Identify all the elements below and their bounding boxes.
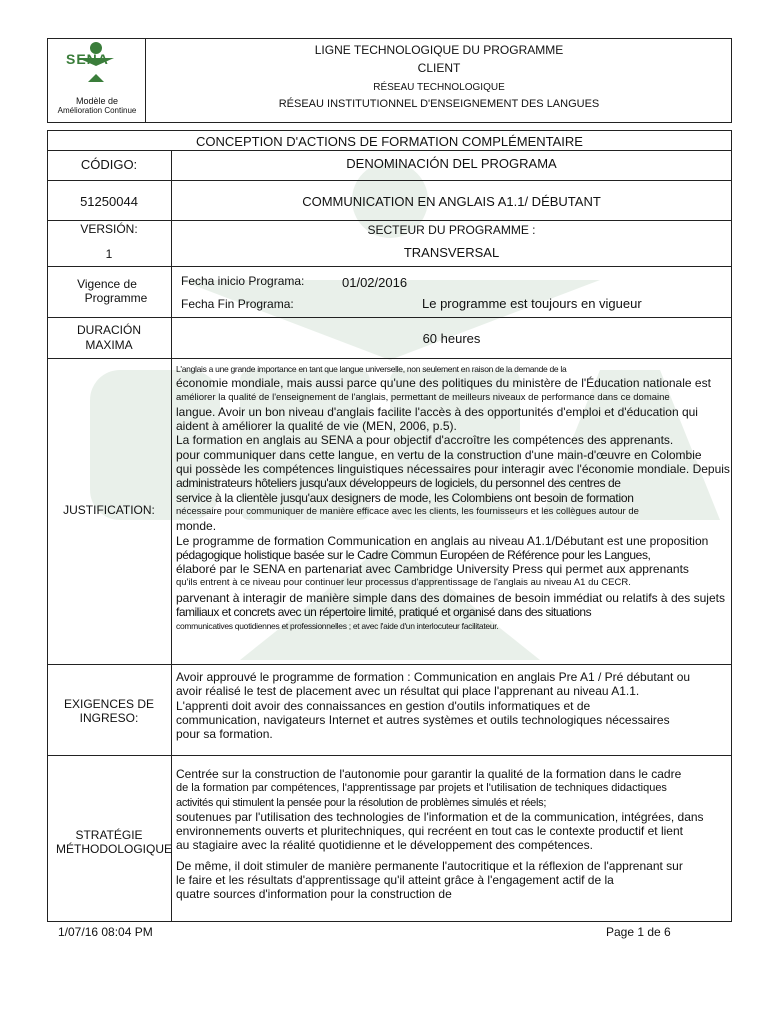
justification-label: JUSTIFICATION: [63,503,155,517]
fecha-inicio-value: 01/02/2016 [342,275,408,290]
row-line [47,664,732,665]
column-divider [171,150,172,922]
fecha-fin-value: Le programme est toujours en vigueur [422,296,642,311]
justification-line: parvenant à interagir de manière simple dans des domaines de besoin immédiat ou relatifs à des sujets [176,590,725,605]
strategie-line: De même, il doit stimuler de manière permanente l'autocritique et la réflexion de l'apprenant sur [176,858,683,873]
justification-line: La formation en anglais au SENA a pour objectif d'accroître les compétences des apprenants. [176,433,674,448]
duracion-label-2: MAXIMA [85,338,133,352]
strategie-label-2: MÉTHODOLOGIQUE [56,842,173,856]
exigences-label-2: INGRESO: [79,711,139,725]
justification-line: élaboré par le SENA en partenariat avec Cambridge University Press qui permet aux apprenants [176,562,689,577]
secteur-value: TRANSVERSAL [403,245,500,260]
row-line [47,755,732,756]
header-line-2: CLIENT [417,61,461,75]
justification-line: qu'ils entrent à ce niveau pour continuer leur processus d'apprentissage de l'anglais au niveau A1 du CECR. [176,577,631,589]
denominacion-value: COMMUNICATION EN ANGLAIS A1.1/ DÉBUTANT [302,194,601,209]
duracion-value: 60 heures [422,331,481,346]
justification-line: communicatives quotidiennes et professionnelles ; et avec l'aide d'un interlocuteur facilitateur. [176,621,499,632]
justification-line: administrateurs hôteliers jusqu'aux développeurs de logiciels, du personnel des centres de [176,476,621,491]
header-line-1: LIGNE TECHNOLOGIQUE DU PROGRAMME [314,43,564,57]
strategie-label-1: STRATÉGIE [75,828,143,842]
row-line [47,180,732,181]
justification-line: améliorer la qualité de l'enseignement de l'anglais, permettant de meilleurs niveaux de performance dans ce domaine [176,391,670,403]
row-line [47,266,732,267]
row-line [47,150,732,151]
exigences-label-1: EXIGENCES DE [63,697,155,711]
justification-text [176,362,732,634]
fecha-fin-label: Fecha Fin Programa: [181,297,294,311]
justification-line: aident à améliorer la qualité de vie (MEN, 2006, p.5). [176,419,457,434]
justification-line: économie mondiale, mais aussi parce qu'une des politiques du ministère de l'Éducation nationale est [176,376,711,391]
logo-caption-2: Amélioration Continue [57,106,137,115]
version-label: VERSIÓN: [80,222,138,236]
codigo-label: CÓDIGO: [80,157,138,172]
row-line [47,317,732,318]
strategie-line: quatre sources d'information pour la construction de [176,887,452,902]
vigence-label-2: Programme [84,291,148,305]
exigences-text [176,670,732,741]
strategie-line: le faire et les résultats d'apprentissage qu'il atteint grâce à l'engagement actif de la [176,873,614,888]
logo-caption-1: Modèle de [75,96,119,106]
justification-line: qui possède les compétences linguistiques nécessaires pour interagir avec l'économie mondiale. Depuis [176,462,730,477]
justification-line: Le programme de formation Communication en anglais au niveau A1.1/Débutant est une proposition [176,533,709,548]
strategie-line: au stagiaire avec la réalité quotidienne et le développement des compétences. [176,838,593,853]
justification-line: L'anglais a une grande importance en tant que langue universelle, non seulement en raison de la demande de la [176,364,567,374]
codigo-value: 51250044 [80,194,138,209]
duracion-label-1: DURACIÓN [76,323,141,337]
footer-datetime: 1/07/16 08:04 PM [58,925,153,939]
version-value: 1 [105,247,113,261]
justification-line: familiaux et concrets avec un répertoire limité, pratiqué et organisé dans des situations [176,605,592,620]
justification-line: pédagogique holistique basée sur le Cadre Commun Européen de Référence pour les Langues, [176,547,651,562]
justification-line: nécessaire pour communiquer de manière efficace avec les clients, les fournisseurs et les collègues autour de [176,505,639,517]
justification-line: monde. [176,519,217,534]
vigence-label-1: Vigence de [77,277,137,291]
header-line-3: RÉSEAU TECHNOLOGIQUE [373,82,505,93]
exigences-line: L'apprenti doit avoir des connaissances en gestion d'outils informatiques et de [176,698,591,713]
secteur-label: SECTEUR DU PROGRAMME : [367,223,536,237]
strategie-line: activités qui stimulent la pensée pour la résolution de problèmes simulés et réels; [176,796,547,809]
logo-text: SENA [66,51,109,67]
form-title: CONCEPTION D'ACTIONS DE FORMATION COMPLÉMENTAIRE [196,134,583,149]
sena-logo-icon [64,40,128,98]
strategie-line: de la formation par compétences, l'apprentissage par projets et l'utilisation de techniques didactiques [176,782,667,795]
strategie-text [176,767,732,902]
row-line [47,358,732,359]
exigences-line: Avoir approuvé le programme de formation : Communication en anglais Pre A1 / Pré débutant ou [176,670,691,684]
exigences-line: communication, navigateurs Internet et autres systèmes et outils technologiques nécessaires [176,712,670,727]
fecha-inicio-label: Fecha inicio Programa: [181,274,305,288]
exigences-line: pour sa formation. [176,727,273,742]
exigences-line: avoir réalisé le test de placement avec un résultat qui place l'apprenant au niveau A1.1. [176,684,640,699]
footer-page-number: Page 1 de 6 [606,925,671,939]
strategie-line: soutenues par l'utilisation des technologies de l'information et de la communication, intégrées, dans [176,809,704,824]
denominacion-label: DENOMINACIÓN DEL PROGRAMA [346,156,557,171]
justification-line: pour communiquer dans cette langue, en vertu de la construction d'une main-d'œuvre en Colombie [176,447,702,462]
header-line-4: RÉSEAU INSTITUTIONNEL D'ENSEIGNEMENT DES LANGUES [278,98,600,110]
strategie-line: Centrée sur la construction de l'autonomie pour garantir la qualité de la formation dans le cadre [176,767,682,781]
row-line [47,220,732,221]
justification-line: service à la clientèle jusqu'aux designers de mode, les Colombiens ont besoin de formation [176,490,634,505]
justification-line: langue. Avoir un bon niveau d'anglais facilite l'accès à des opportunités d'emploi et d'éducation qui [176,404,698,419]
strategie-line: environnements ouverts et pluritechniques, qui recréent en tout cas le contexte productif et lient [176,824,683,839]
